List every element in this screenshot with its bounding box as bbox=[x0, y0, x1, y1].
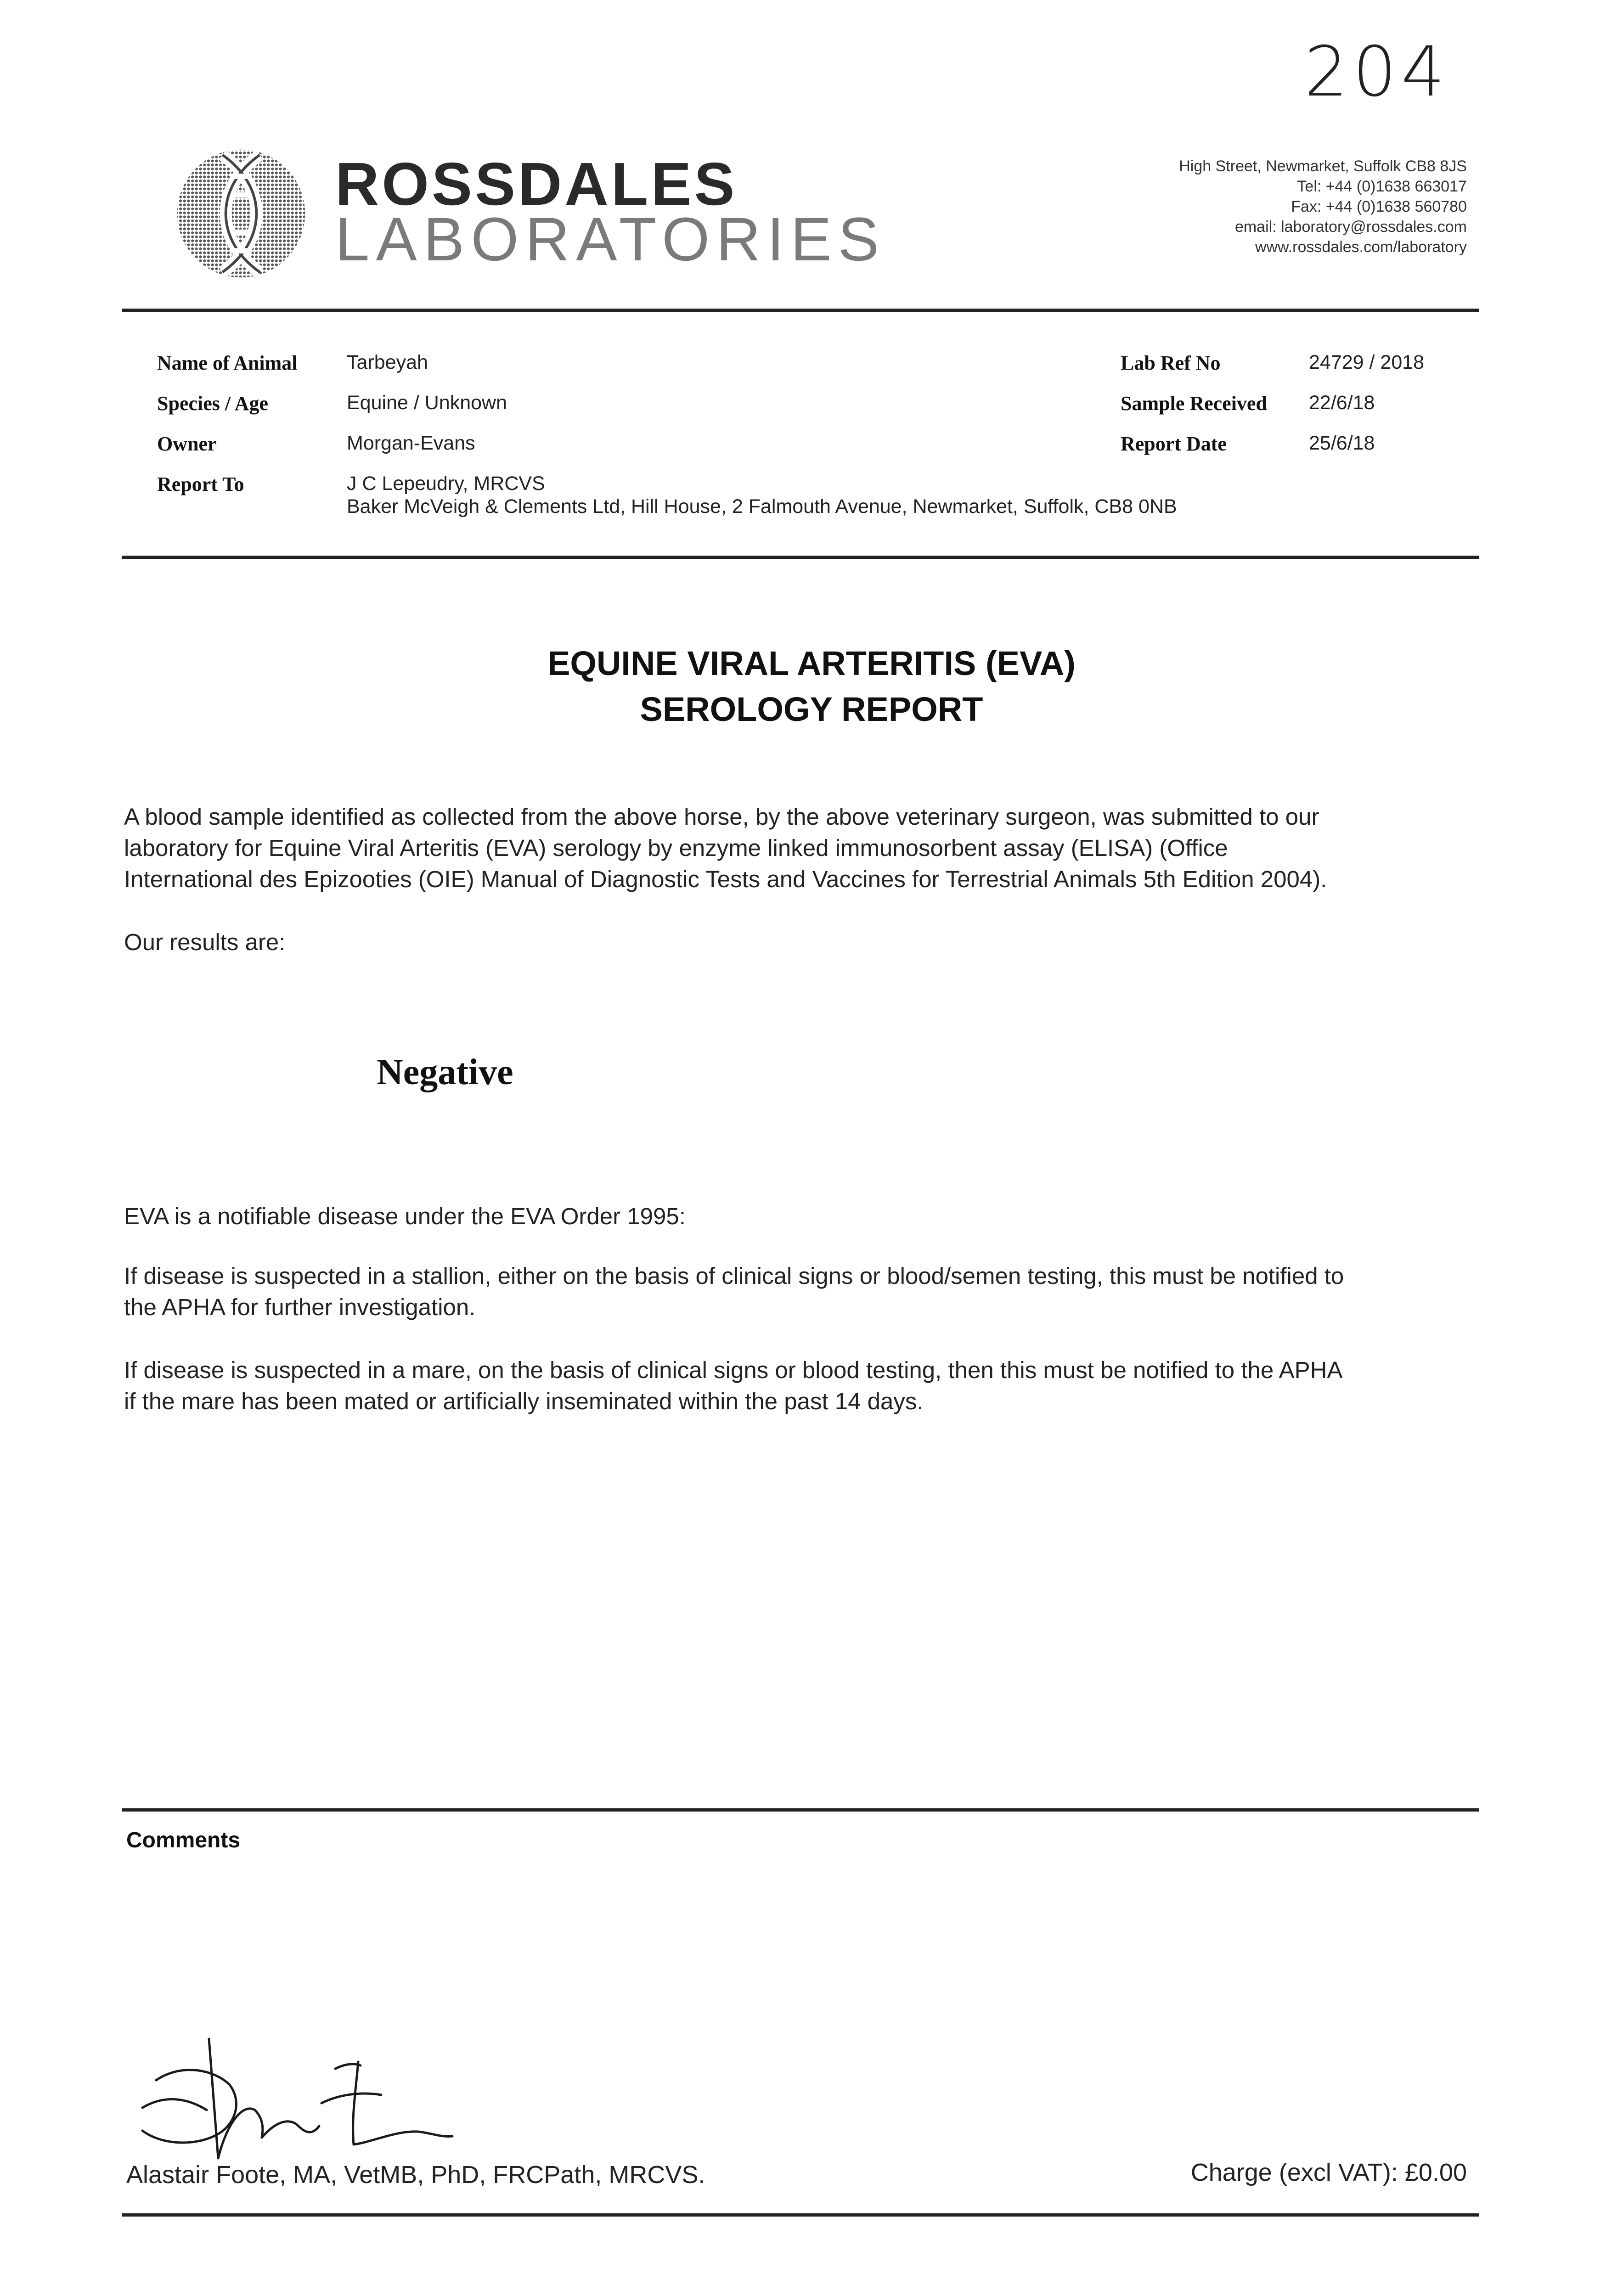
name-label: Name of Animal bbox=[157, 352, 298, 374]
mare-line-2: if the mare has been mated or artificially inseminated within the past 14 days. bbox=[124, 1388, 924, 1414]
footer-divider bbox=[122, 2213, 1479, 2217]
lab-ref-value: 24729 / 2018 bbox=[1309, 351, 1425, 373]
report-subtitle: SEROLOGY REPORT bbox=[640, 690, 983, 728]
notifiable-statement: EVA is a notifiable disease under the EVA Order 1995: bbox=[124, 1203, 686, 1229]
brand-name: ROSSDALES bbox=[335, 150, 738, 218]
address-tel: Tel: +44 (0)1638 663017 bbox=[1297, 178, 1467, 195]
results-intro: Our results are: bbox=[124, 929, 286, 955]
address-block bbox=[1179, 156, 1467, 257]
report-to-label: Report To bbox=[157, 473, 244, 495]
report-to-address: Baker McVeigh & Clements Ltd, Hill House, 2 Falmouth Avenue, Newmarket, Suffolk, CB8 0NB bbox=[347, 495, 1177, 518]
owner-label: Owner bbox=[157, 433, 217, 455]
comments-label: Comments bbox=[126, 1828, 241, 1852]
name-value: Tarbeyah bbox=[347, 351, 428, 373]
species-value: Equine / Unknown bbox=[347, 392, 507, 414]
sample-received-value: 22/6/18 bbox=[1309, 392, 1375, 414]
dna-logo-icon bbox=[175, 147, 308, 280]
address-street: High Street, Newmarket, Suffolk CB8 8JS bbox=[1179, 158, 1467, 175]
page-number: 204 bbox=[1304, 32, 1450, 112]
charge-amount: Charge (excl VAT): £0.00 bbox=[1190, 2159, 1467, 2186]
mare-line-1: If disease is suspected in a mare, on the basis of clinical signs or blood testing, then this must be notified to the APHA bbox=[124, 1357, 1343, 1383]
address-fax: Fax: +44 (0)1638 560780 bbox=[1291, 198, 1467, 215]
header-divider bbox=[122, 309, 1479, 312]
report-to-name: J C Lepeudry, MRCVS bbox=[347, 473, 545, 495]
comments-divider bbox=[122, 1808, 1479, 1812]
test-result: Negative bbox=[377, 1052, 513, 1092]
report-date-label: Report Date bbox=[1121, 433, 1227, 455]
intro-line-1: A blood sample identified as collected from the above horse, by the above veterinary surgeon, was submitted to our bbox=[124, 804, 1319, 830]
owner-value: Morgan-Evans bbox=[347, 432, 475, 454]
species-label: Species / Age bbox=[157, 392, 268, 415]
sample-received-label: Sample Received bbox=[1121, 392, 1267, 415]
stallion-line-1: If disease is suspected in a stallion, either on the basis of clinical signs or blood/semen testing, this must be notified to bbox=[124, 1263, 1344, 1289]
brand-subtitle: LABORATORIES bbox=[335, 205, 886, 274]
intro-line-2: laboratory for Equine Viral Arteritis (EVA) serology by enzyme linked immunosorbent assay (ELISA) (Office bbox=[124, 835, 1228, 861]
lab-ref-label: Lab Ref No bbox=[1121, 352, 1221, 374]
address-email: email: laboratory@rossdales.com bbox=[1234, 218, 1467, 236]
signature-image bbox=[124, 2011, 491, 2167]
report-title: EQUINE VIRAL ARTERITIS (EVA) bbox=[547, 644, 1076, 682]
details-divider bbox=[122, 556, 1479, 559]
stallion-line-2: the APHA for further investigation. bbox=[124, 1294, 476, 1320]
signatory-name: Alastair Foote, MA, VetMB, PhD, FRCPath, MRCVS. bbox=[126, 2161, 705, 2189]
address-web: www.rossdales.com/laboratory bbox=[1255, 238, 1467, 256]
report-date-value: 25/6/18 bbox=[1309, 432, 1375, 454]
intro-line-3: International des Epizooties (OIE) Manual of Diagnostic Tests and Vaccines for Terrestrial Animals 5th Edition 2004). bbox=[124, 866, 1327, 892]
